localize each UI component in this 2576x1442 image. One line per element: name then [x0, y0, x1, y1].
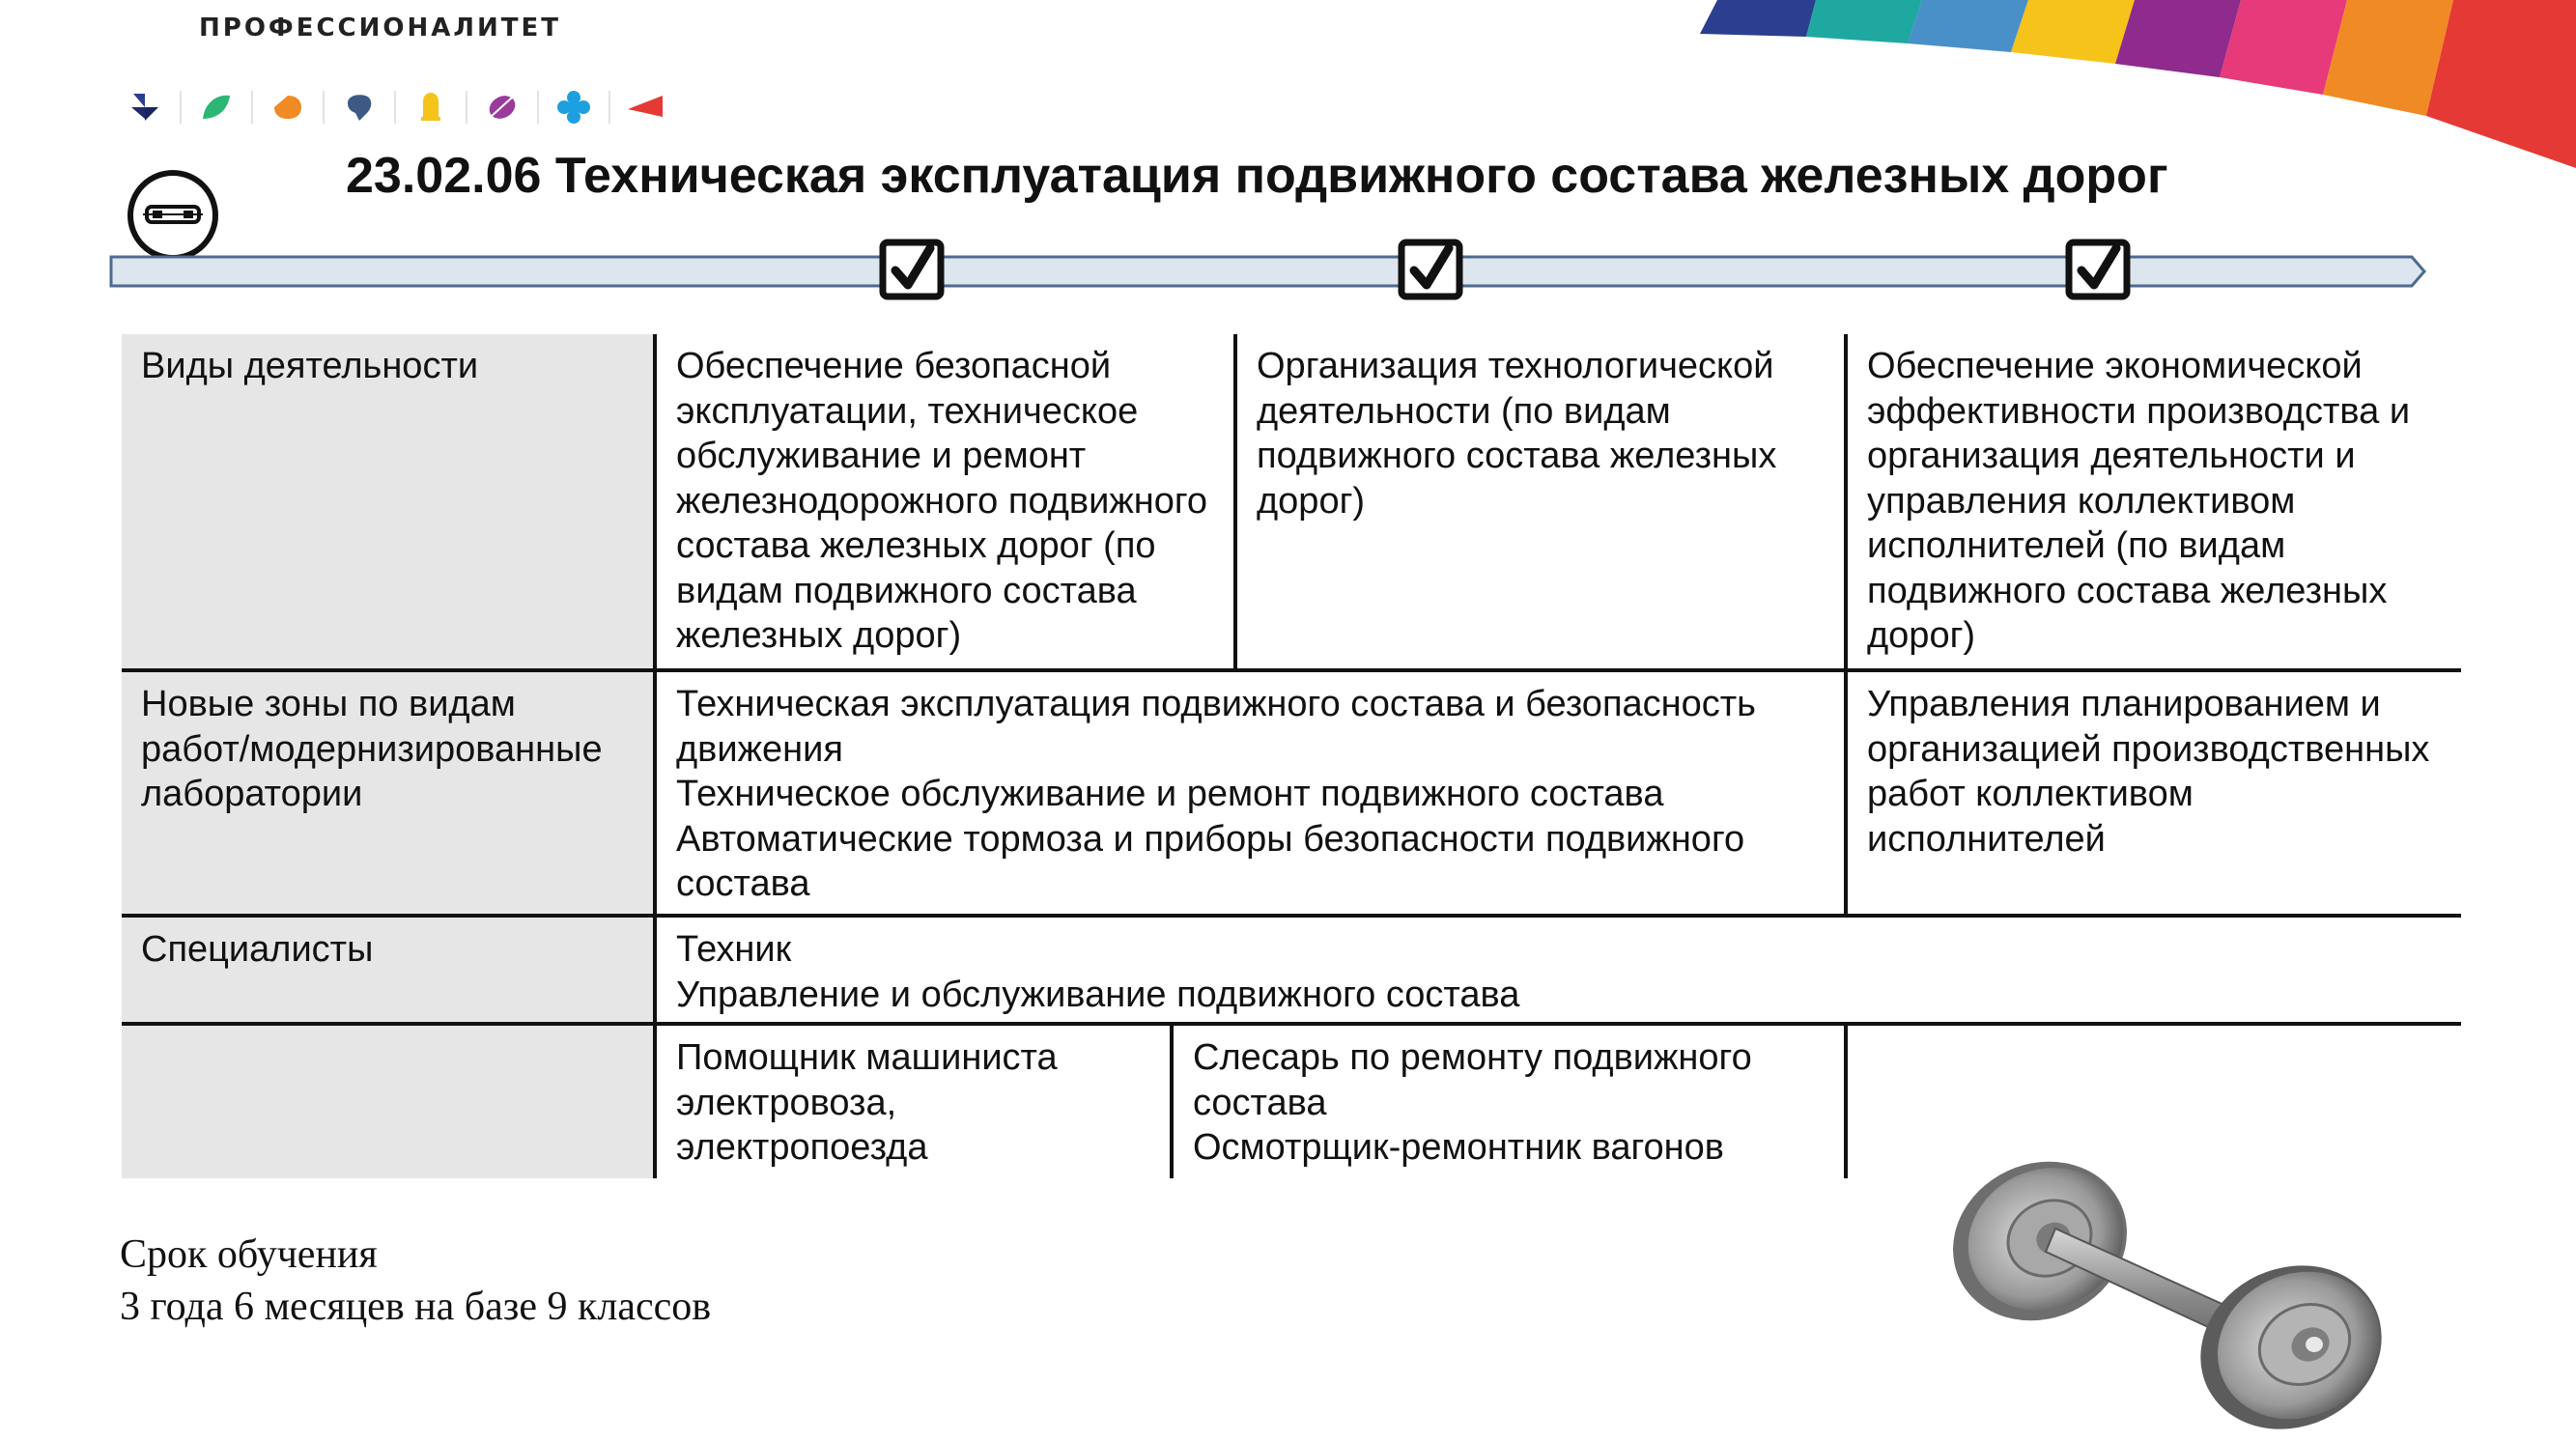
wheelset-icon: [1932, 1149, 2395, 1429]
orange-drop-icon: [265, 86, 311, 128]
navy-blob-icon: [336, 86, 382, 128]
activity-cell: Организация технологической деятельности (по видам подвижного состава железных дорог): [1235, 334, 1846, 670]
row-label-zones: Новые зоны по видам работ/модернизированные лаборатории: [122, 670, 655, 916]
purple-feather-icon: [479, 86, 525, 128]
table-row: [122, 670, 2461, 916]
specialists-cell: Техник Управление и обслуживание подвижного состава: [655, 916, 2461, 1024]
profession-cell: Помощник машиниста электровоза, электропоезда: [655, 1024, 1172, 1178]
checkbox-icon: [2069, 242, 2127, 297]
checkbox-icon: [883, 242, 941, 297]
study-duration: [120, 1229, 711, 1333]
zones-cell: Техническая эксплуатация подвижного состава и безопасность движения Техническое обслуживание и ремонт подвижного состава Автоматические тормоза и приборы безопасности подвижного состава: [655, 670, 1846, 916]
activity-cell: Обеспечение безопасной эксплуатации, техническое обслуживание и ремонт железнодорожного подвижного состава железных дорог (по видам подвижного состава железных дорог): [655, 334, 1235, 670]
yellow-bell-icon: [408, 86, 454, 128]
zones-cell: Управления планированием и организацией производственных работ коллективом исполнителей: [1846, 670, 2461, 916]
cyan-flower-icon: [551, 86, 597, 128]
specialty-table: [122, 334, 2461, 1178]
timeline-bar: [108, 236, 2426, 303]
study-duration-value: 3 года 6 месяцев на базе 9 классов: [120, 1285, 712, 1329]
table-row: [122, 916, 2461, 1024]
blue-pinwheel-icon: [122, 86, 168, 128]
checkbox-icon: [1401, 242, 1459, 297]
red-arrow-icon: [622, 86, 668, 128]
brand-name: ПРОФЕССИОНАЛИТЕТ: [199, 14, 561, 42]
brand-icon-row: [122, 83, 668, 131]
row-label-empty: [122, 1024, 655, 1178]
green-leaf-icon: [193, 86, 240, 128]
row-label-activities: Виды деятельности: [122, 334, 655, 670]
study-duration-label: Срок обучения: [120, 1232, 378, 1277]
page-title: 23.02.06 Техническая эксплуатация подвижного состава железных дорог: [346, 148, 2168, 204]
table-row: [122, 334, 2461, 670]
row-label-specialists: Специалисты: [122, 916, 655, 1024]
profession-cell: Слесарь по ремонту подвижного состава Осмотрщик-ремонтник вагонов: [1172, 1024, 1846, 1178]
activity-cell: Обеспечение экономической эффективности производства и организация деятельности и управления коллективом исполнителей (по видам подвижного состава железных дорог): [1846, 334, 2461, 670]
